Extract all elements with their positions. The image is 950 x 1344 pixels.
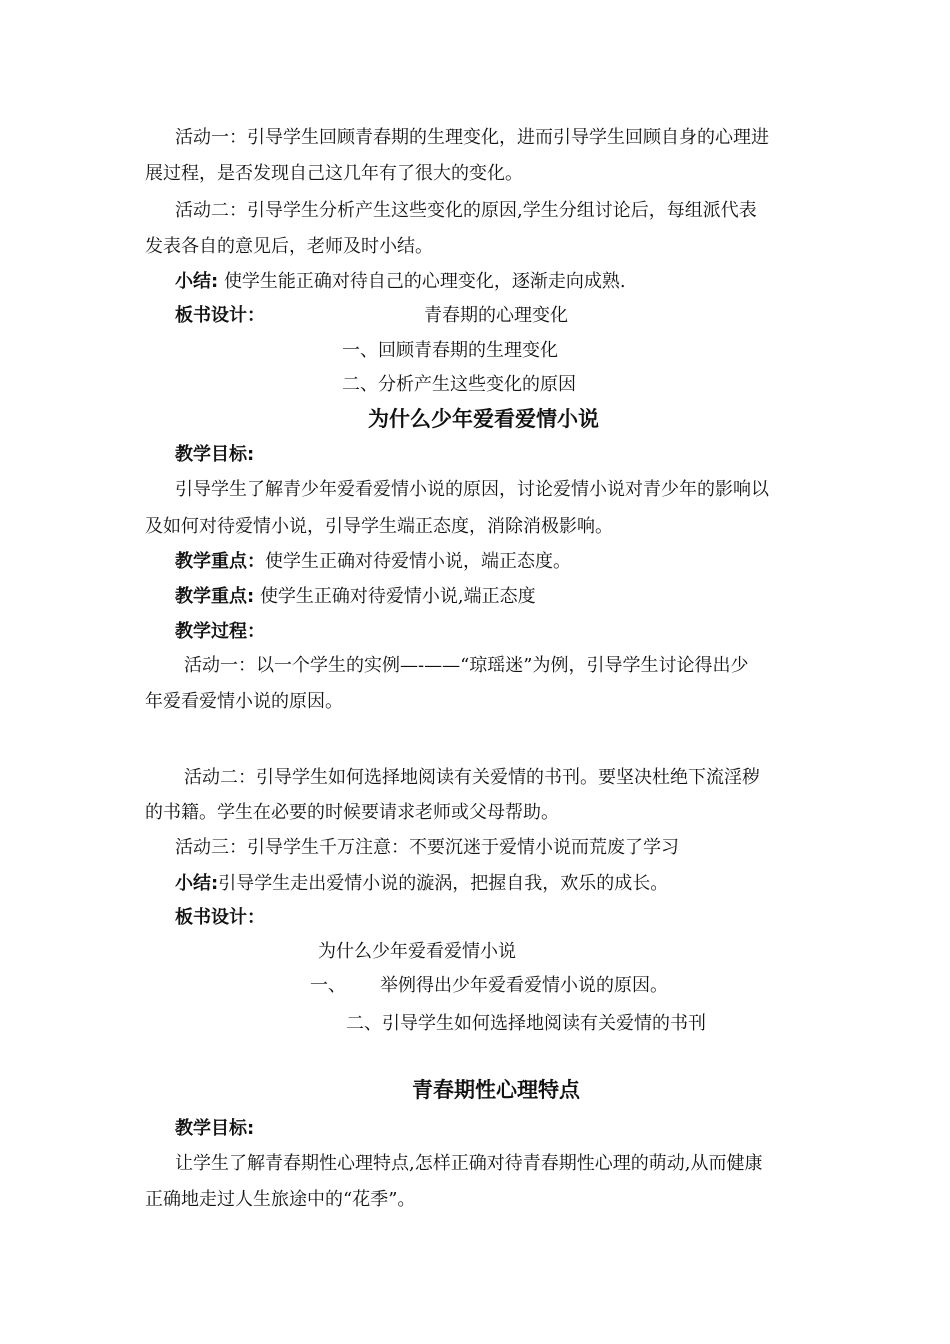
- teaching-goal-line-1: 让学生了解青春期性心理特点,怎样正确对待青春期性心理的萌动,从而健康: [175, 1153, 763, 1174]
- activity-3: 活动三：引导学生千万注意：不要沉迷于爱情小说而荒废了学习: [175, 837, 679, 858]
- item-number: 一、: [310, 975, 346, 996]
- activity-2-line-2: 的书籍。学生在必要的时候要请求老师或父母帮助。: [145, 802, 559, 823]
- summary-label: 小结:: [175, 873, 219, 894]
- section-title-psychology: 青春期性心理特点: [412, 1078, 580, 1102]
- board-design-title: 青春期的心理变化: [424, 305, 568, 326]
- teaching-goal-line-2: 及如何对待爱情小说，引导学生端正态度，消除消极影响。: [145, 516, 613, 537]
- activity-1-line-2: 年爱看爱情小说的原因。: [145, 691, 343, 712]
- key-point-label: 教学重点:: [175, 586, 255, 607]
- teaching-process-label: 教学过程：: [175, 621, 265, 642]
- activity-2-line-1: 活动二：引导学生如何选择地阅读有关爱情的书刊。要坚决杜绝下流淫秽: [184, 767, 760, 788]
- teaching-goal-label: 教学目标:: [175, 1118, 255, 1139]
- activity-2-line-1: 活动二：引导学生分析产生这些变化的原因,学生分组讨论后，每组派代表: [175, 200, 757, 221]
- summary-text: 使学生能正确对待自己的心理变化，逐渐走向成熟.: [223, 271, 626, 292]
- activity-1-line-1: 活动一：引导学生回顾青春期的生理变化，进而引导学生回顾自身的心理进: [175, 127, 769, 148]
- item-text: 举例得出少年爱看爱情小说的原因。: [380, 975, 668, 996]
- activity-1-line-2: 展过程，是否发现自己这几年有了很大的变化。: [145, 163, 523, 184]
- board-design-item-2: 二、引导学生如何选择地阅读有关爱情的书刊: [346, 1013, 706, 1034]
- key-point-text: 使学生正确对待爱情小说，端正态度。: [265, 551, 571, 572]
- board-design-item-1: [310, 974, 668, 998]
- summary: [175, 270, 626, 294]
- section-title-love-novels: 为什么少年爱看爱情小说: [368, 407, 599, 431]
- board-design-label: 板书设计：: [175, 305, 265, 326]
- summary-label: 小结:: [175, 271, 219, 292]
- key-point-text: 使学生正确对待爱情小说,端正态度: [259, 586, 536, 607]
- teaching-goal-label: 教学目标:: [175, 444, 255, 465]
- teaching-goal-line-1: 引导学生了解青少年爱看爱情小说的原因，讨论爱情小说对青少年的影响以: [175, 479, 769, 500]
- summary-text: 引导学生走出爱情小说的漩涡，把握自我，欢乐的成长。: [218, 873, 669, 894]
- board-design-label: 板书设计：: [175, 907, 265, 928]
- teaching-key-point-1: [175, 550, 571, 574]
- teaching-goal-line-2: 正确地走过人生旅途中的“花季”。: [145, 1189, 416, 1210]
- teaching-key-point-2: [175, 585, 536, 609]
- board-design-item-2: 二、分析产生这些变化的原因: [342, 374, 576, 395]
- summary: [175, 872, 668, 896]
- board-design-item-1: 一、回顾青春期的生理变化: [342, 340, 558, 361]
- activity-2-line-2: 发表各自的意见后，老师及时小结。: [145, 236, 433, 257]
- key-point-label: 教学重点：: [175, 551, 265, 572]
- board-design-title: 为什么少年爱看爱情小说: [318, 941, 516, 962]
- activity-1-line-1: 活动一：以一个学生的实例—-——“琼瑶迷”为例，引导学生讨论得出少: [184, 655, 749, 676]
